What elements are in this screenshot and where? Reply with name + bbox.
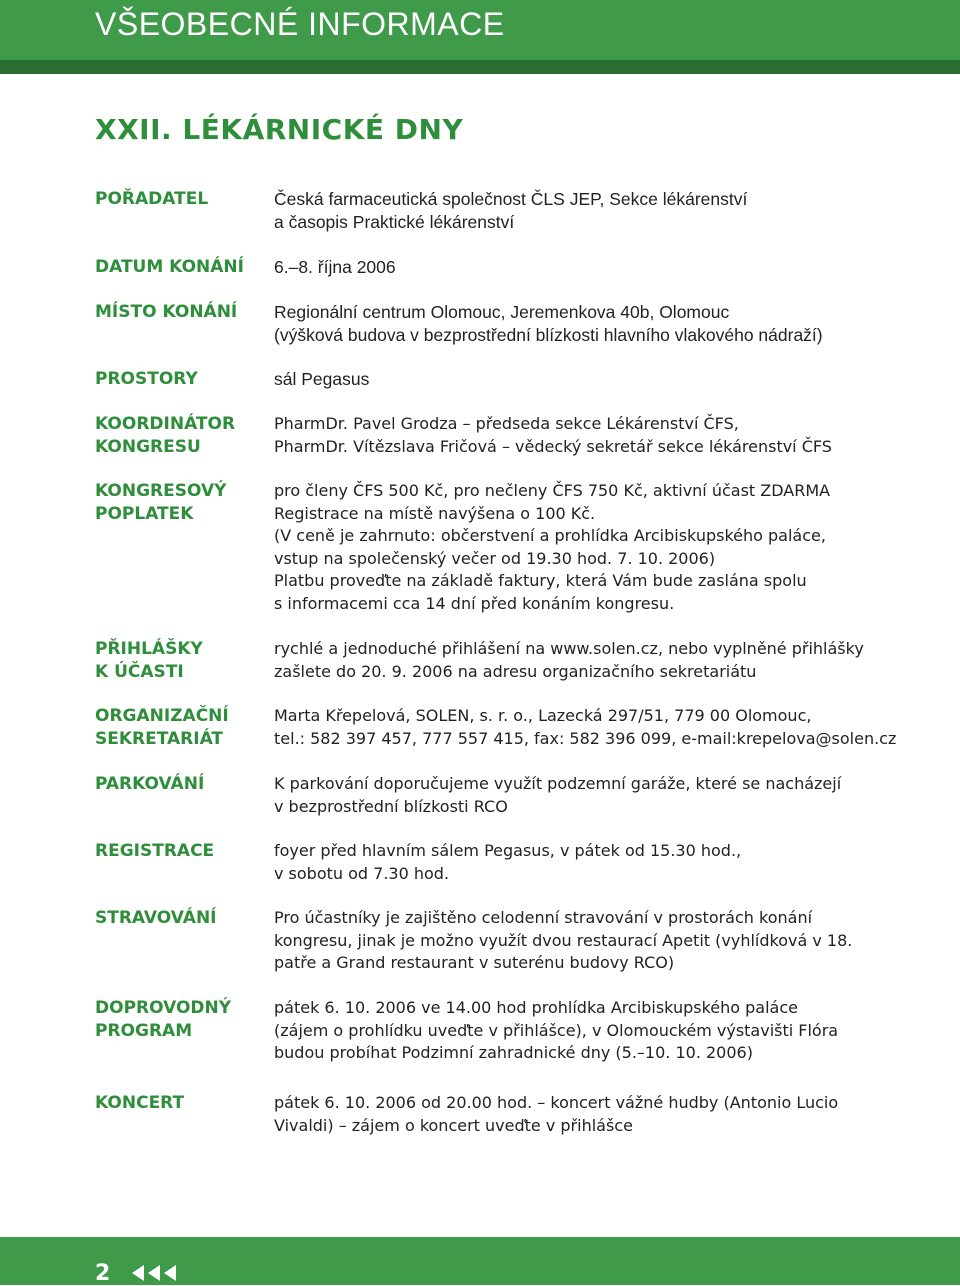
section-value: foyer před hlavním sálem Pegasus, v pátek od 15.30 hod., v sobotu od 7.30 hod.: [274, 841, 742, 883]
section-label: PARKOVÁNÍ: [95, 774, 205, 794]
section-value: pro členy ČFS 500 Kč, pro nečleny ČFS 750 Kč, aktivní účast ZDARMA Registrace na místě navýšena o 100 Kč. (V ceně je zahrnuto: občerstvení a prohlídka Arcibiskupského paláce, vstup na společenský večer od 19.30 hod. 7. 10. 2006) Platbu proveďte na základě faktury, která Vám bude zaslána spolu s informacemi cca 14 dní před konáním kongresu.: [274, 481, 831, 613]
section-value: PharmDr. Pavel Grodza – předseda sekce Lékárenství ČFS, PharmDr. Vítězslava Fričová – vědecký sekretář sekce lékárenství ČFS: [274, 414, 832, 456]
header-stripe: [0, 60, 960, 74]
section-value: Česká farmaceutická společnost ČLS JEP, Sekce lékárenství a časopis Praktické lékárenství: [274, 189, 748, 232]
section-value: 6.–8. října 2006: [274, 257, 396, 277]
section-value: sál Pegasus: [274, 369, 370, 389]
section-label: DOPROVODNÝ PROGRAM: [95, 998, 232, 1041]
section-label: KONGRESOVÝ POPLATEK: [95, 481, 227, 524]
header-title: VŠEOBECNÉ INFORMACE: [95, 6, 505, 42]
section-label: DATUM KONÁNÍ: [95, 257, 244, 277]
section-label: MÍSTO KONÁNÍ: [95, 302, 238, 322]
section-label: PŘIHLÁŠKY K ÚČASTI: [95, 639, 203, 682]
section-label: STRAVOVÁNÍ: [95, 908, 217, 928]
section-value: Regionální centrum Olomouc, Jeremenkova 40b, Olomouc (výšková budova v bezprostřední blízkosti hlavního vlakového nádraží): [274, 302, 823, 345]
section-label: KOORDINÁTOR KONGRESU: [95, 414, 236, 457]
section-label: POŘADATEL: [95, 189, 209, 209]
section-value: Marta Křepelová, SOLEN, s. r. o., Lazecká 297/51, 779 00 Olomouc, tel.: 582 397 457, 777 557 415, fax: 582 396 099, e-mail:krepelova@solen.cz: [274, 706, 897, 748]
page-number: 2: [95, 1261, 111, 1286]
section-value: rychlé a jednoduché přihlášení na www.solen.cz, nebo vyplněné přihlášky zašlete do 20. 9. 2006 na adresu organizačního sekretariátu: [274, 639, 864, 681]
section-label: KONCERT: [95, 1093, 185, 1113]
section-label: ORGANIZAČNÍ SEKRETARIÁT: [95, 706, 229, 749]
section-value: pátek 6. 10. 2006 od 20.00 hod. – koncert vážné hudby (Antonio Lucio Vivaldi) – zájem o koncert uveďte v přihlášce: [274, 1093, 839, 1135]
section-value: pátek 6. 10. 2006 ve 14.00 hod prohlídka Arcibiskupského paláce (zájem o prohlídku uveďte v přihlášce), v Olomouckém výstavišti Flóra budou probíhat Podzimní zahradnické dny (5.–10. 10. 2006): [274, 998, 839, 1062]
section-value: Pro účastníky je zajištěno celodenní stravování v prostorách konání kongresu, jinak je možno využít dvou restaurací Apetit (vyhlídková v 18. patře a Grand restaurant v suterénu budovy RCO): [274, 908, 853, 972]
section-value: K parkování doporučujeme využít podzemní garáže, které se nacházejí v bezprostřední blízkosti RCO: [274, 774, 842, 816]
section-label: REGISTRACE: [95, 841, 215, 861]
triple-left-chevron-icon: [132, 1265, 178, 1281]
page-title: XXII. LÉKÁRNICKÉ DNY: [95, 113, 464, 146]
section-label: PROSTORY: [95, 369, 198, 389]
